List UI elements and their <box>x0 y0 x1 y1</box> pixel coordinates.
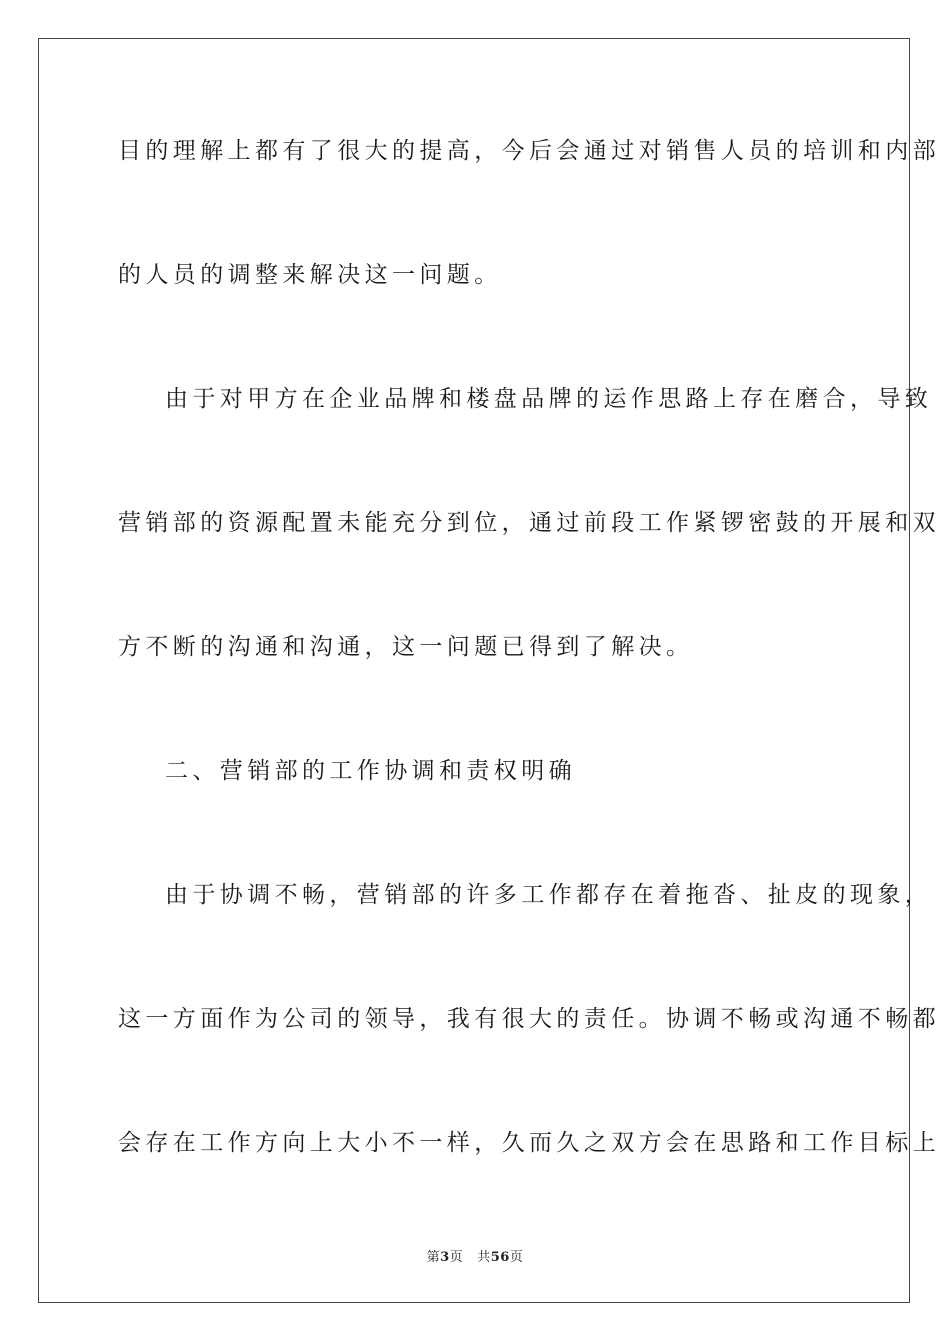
paragraph-first-line: 由于协调不畅，营销部的许多工作都存在着拖沓、扯皮的现象， <box>165 882 933 908</box>
page-suffix: 页 <box>449 1250 464 1265</box>
total-prefix: 共 <box>477 1250 491 1265</box>
page-border <box>38 38 910 1303</box>
body-line: 这一方面作为公司的领导，我有很大的责任。协调不畅或沟通不畅都 <box>118 1006 940 1032</box>
paragraph-first-line: 由于对甲方在企业品牌和楼盘品牌的运作思路上存在磨合，导致 <box>165 386 933 412</box>
total-suffix: 页 <box>509 1250 524 1265</box>
body-line: 会存在工作方向上大小不一样，久而久之双方会在思路和工作目标上 <box>118 1130 940 1156</box>
page-number: 3 <box>440 1250 450 1265</box>
body-line: 方不断的沟通和沟通，这一问题已得到了解决。 <box>118 634 694 660</box>
page-footer <box>0 1246 950 1265</box>
body-line: 营销部的资源配置未能充分到位，通过前段工作紧锣密鼓的开展和双 <box>118 510 940 536</box>
page-prefix: 第 <box>426 1250 441 1265</box>
total-pages: 56 <box>490 1250 510 1265</box>
body-line: 的人员的调整来解决这一问题。 <box>118 262 502 288</box>
section-heading: 二、营销部的工作协调和责权明确 <box>165 758 576 784</box>
body-line: 目的理解上都有了很大的提高，今后会通过对销售人员的培训和内部 <box>118 138 940 164</box>
